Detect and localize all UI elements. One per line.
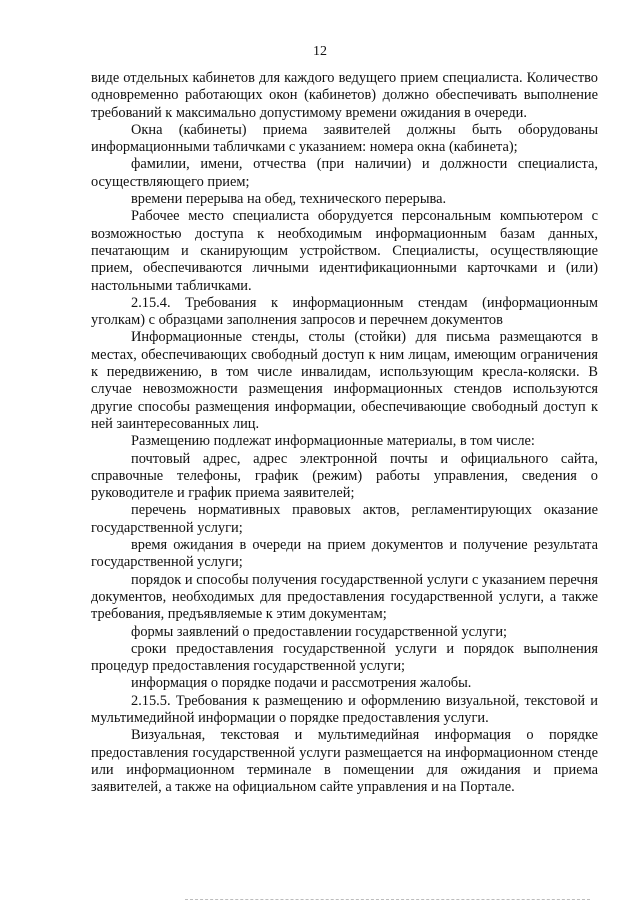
scan-edge-line (185, 899, 590, 902)
paragraph-1: виде отдельных кабинетов для каждого ведущего прием специалиста. Количество одновременно работающих окон (кабинетов) должно обеспечивать выполнение требований к максимально допустимому времени ожидания в очереди. (91, 70, 598, 121)
list-item-address: почтовый адрес, адрес электронной почты и официального сайта, справочные телефоны, график (режим) работы управления, сведения о руководителе и график приема заявителей; (91, 450, 598, 502)
page-number: 12 (313, 44, 327, 59)
paragraph-8: Размещению подлежат информационные материалы, в том числе: (131, 433, 535, 450)
paragraph-17: Визуальная, текстовая и мультимедийная информация о порядке предоставления государственной услуги размещается на информационном стенде или информационном терминале в помещении для ожидания и приема заявителей, а также на официальном сайте управления и на Портале. (91, 727, 598, 796)
paragraph-3: фамилии, имени, отчества (при наличии) и должности специалиста, осуществляющего прием; (91, 156, 598, 190)
list-item-deadlines: сроки предоставления государственной услуги и порядок выполнения процедур предоставления государственной услуги; (91, 640, 598, 675)
paragraph-5: Рабочее место специалиста оборудуется персональным компьютером с возможностью доступа к необходимым информационным базам данных, печатающим и сканирующим устройством. Специалисты, осуществляющие прием, обеспечиваются личными идентификационными карточками и (или) настольными табличками. (91, 208, 598, 294)
list-item-complaints: информация о порядке подачи и рассмотрения жалобы. (131, 675, 472, 692)
list-item-legal-acts: перечень нормативных правовых актов, регламентирующих оказание государственной услуги; (91, 502, 598, 536)
list-item-forms: формы заявлений о предоставлении государственной услуги; (131, 623, 508, 640)
list-item-waiting-time: время ожидания в очереди на прием документов и получение результата государственной услуги; (91, 537, 598, 571)
section-heading-2-15-5: 2.15.5. Требования к размещению и оформлению визуальной, текстовой и мультимедийной информации о порядке предоставления услуги. (91, 692, 598, 726)
body-text (91, 70, 598, 796)
section-heading-2-15-4: 2.15.4. Требования к информационным стендам (информационным уголкам) с образцами заполнения запросов и перечнем документов (91, 294, 598, 329)
paragraph-4: времени перерыва на обед, технического перерыва. (131, 191, 447, 208)
list-item-procedure: порядок и способы получения государственной услуги с указанием перечня документов, необходимых для предоставления государственной услуги, а также требования, предъявляемые к этим документам; (91, 571, 598, 623)
paragraph-2: Окна (кабинеты) приема заявителей должны быть оборудованы информационными табличками с указанием: номера окна (кабинета); (91, 121, 598, 156)
paragraph-7: Информационные стенды, столы (стойки) для письма размещаются в местах, обеспечивающих свободный доступ к ним лицам, имеющим ограничения к передвижению, в том числе инвалидам, использующим кресла-коляски. В случае невозможности размещения информационных стендов используются другие способы размещения информации, обеспечивающие свободный доступ к ней заинтересованных лиц. (91, 329, 598, 432)
